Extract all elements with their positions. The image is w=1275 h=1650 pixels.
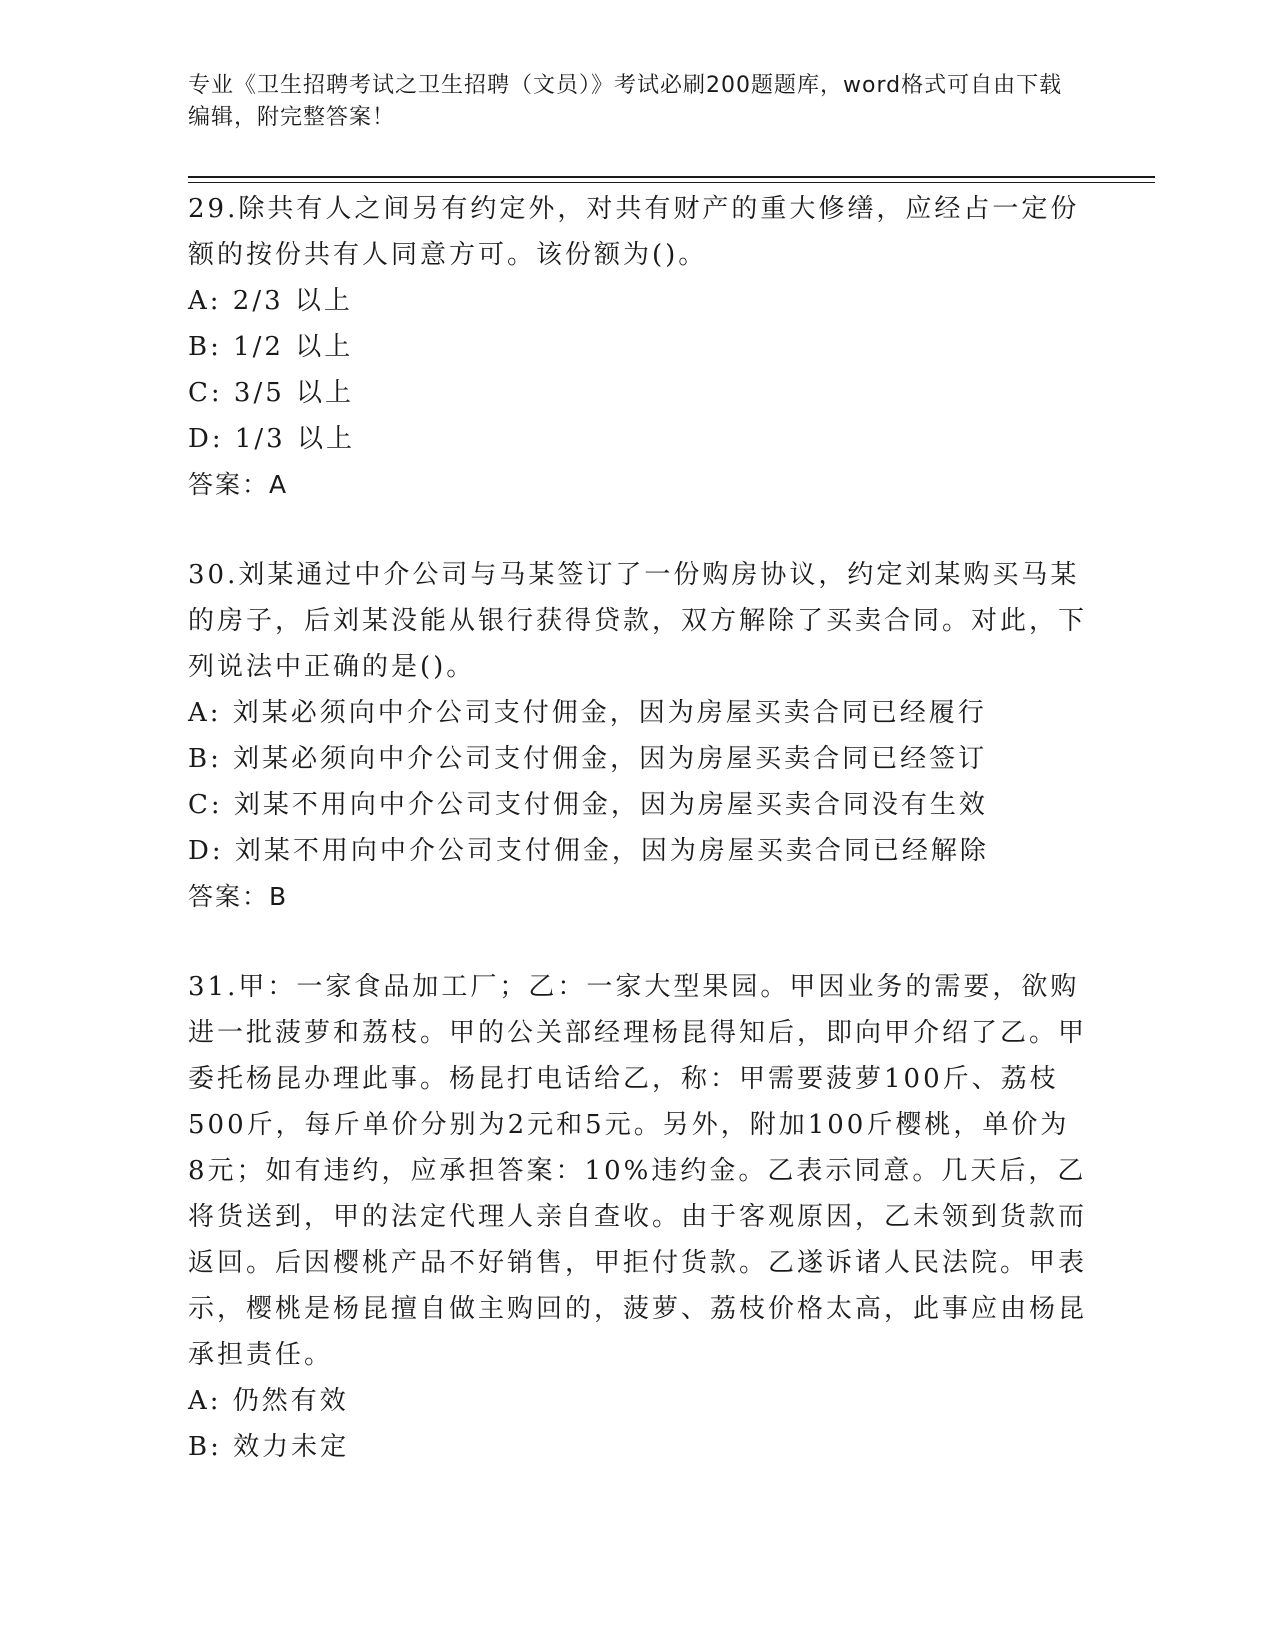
question-stem: 31.甲：一家食品加工厂；乙：一家大型果园。甲因业务的需要，欲购进一批菠萝和荔枝。甲的公关部经理杨昆得知后，即向甲介绍了乙。甲委托杨昆办理此事。杨昆打电话给乙，称：甲需要菠萝100斤、荔枝500斤，每斤单价分别为2元和5元。另外，附加100斤樱桃，单价为8元；如有违约，应承担答案：10%违约金。乙表示同意。几天后，乙将货送到，甲的法定代理人亲自查收。由于客观原因，乙未领到货款而返回。后因樱桃产品不好销售，甲拒付货款。乙遂诉诸人民法院。甲表示，樱桃是杨昆擅自做主购回的，菠萝、荔枝价格太高，此事应由杨昆承担责任。 — [188, 972, 1088, 1370]
option-b: B: 1/2 以上 — [188, 332, 354, 362]
question-stem: 30.刘某通过中介公司与马某签订了一份购房协议，约定刘某购买马某的房子，后刘某没能从银行获得贷款，双方解除了买卖合同。对此，下列说法中正确的是()。 — [188, 560, 1088, 682]
answer-line: 答案：B — [188, 882, 289, 911]
document-header: 专业《卫生招聘考试之卫生招聘（文员）》考试必刷200题题库，word格式可自由下载编辑，附完整答案！ — [188, 73, 1063, 130]
header-divider-thick — [188, 176, 1155, 178]
option-c: C: 3/5 以上 — [188, 378, 355, 408]
option-d: D: 刘某不用向中介公司支付佣金，因为房屋买卖合同已经解除 — [188, 836, 989, 866]
option-c: C: 刘某不用向中介公司支付佣金，因为房屋买卖合同没有生效 — [188, 790, 988, 820]
spacer — [188, 920, 1088, 964]
question-30 — [188, 552, 1088, 920]
question-31 — [188, 964, 1088, 1470]
option-a: A: 刘某必须向中介公司支付佣金，因为房屋买卖合同已经履行 — [188, 698, 987, 728]
option-d: D: 1/3 以上 — [188, 424, 355, 454]
question-29 — [188, 186, 1088, 508]
option-a: A: 仍然有效 — [188, 1386, 349, 1416]
option-b: B: 效力未定 — [188, 1432, 350, 1462]
answer-line: 答案：A — [188, 470, 289, 499]
option-b: B: 刘某必须向中介公司支付佣金，因为房屋买卖合同已经签订 — [188, 744, 988, 774]
spacer — [188, 508, 1088, 552]
question-stem: 29.除共有人之间另有约定外，对共有财产的重大修缮，应经占一定份额的按份共有人同意方可。该份额为()。 — [188, 194, 1080, 270]
option-a: A: 2/3 以上 — [188, 286, 353, 316]
question-list — [188, 186, 1088, 1470]
header-divider-thin — [188, 182, 1155, 183]
